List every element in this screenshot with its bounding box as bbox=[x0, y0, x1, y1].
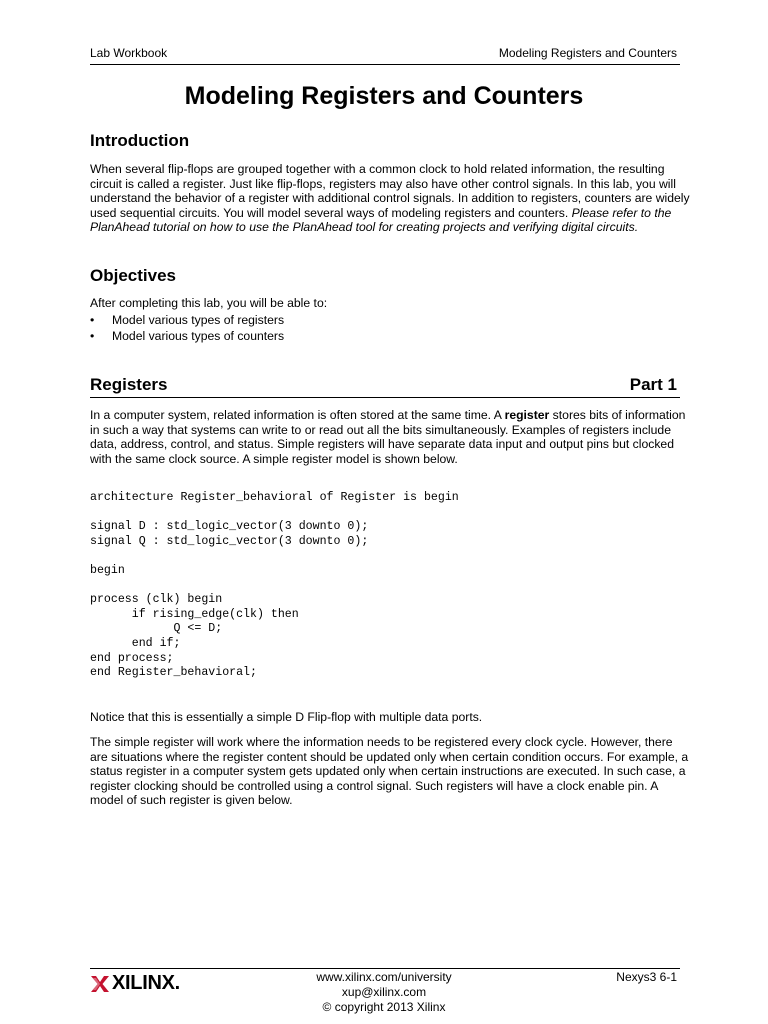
registers-paragraph-1 bbox=[90, 408, 692, 466]
introduction-heading: Introduction bbox=[90, 131, 190, 150]
registers-divider bbox=[90, 397, 680, 398]
footer-divider bbox=[90, 968, 680, 969]
registers-paragraph-2: Notice that this is essentially a simple D Flip-flop with multiple data ports. bbox=[90, 710, 483, 724]
registers-heading: Registers bbox=[90, 375, 168, 394]
registers-paragraph-3: The simple register will work where the information needs to be registered every clock cycle. However, there are situations where the register content should be updated only when certain condition occurs. For example, a status register in a computer system gets updated only when certain instructions are executed. In such case, a register clocking should be controlled using a control signal. Such registers will have a clock enable pin. A model of such register is given below. bbox=[90, 735, 689, 808]
introduction-paragraph bbox=[90, 162, 692, 235]
footer-url: www.xilinx.com/university bbox=[316, 970, 452, 984]
footer-copyright: © copyright 2013 Xilinx bbox=[322, 1000, 446, 1014]
page-number: Nexys3 6-1 bbox=[616, 970, 677, 984]
header-right-text: Modeling Registers and Counters bbox=[498, 46, 677, 60]
registers-text-after: stores bits of information in such a way that systems can write to or read out all the bits simultaneously. Examples of registers include data, address, control, and status. Simple registers will have separate data input and output pins but clocked with the same clock source. A simple register model is shown below. bbox=[90, 408, 686, 466]
objective-item: • Model various types of registers bbox=[90, 312, 284, 328]
footer-email: xup@xilinx.com bbox=[341, 985, 427, 999]
vhdl-code-block: architecture Register_behavioral of Register is begin signal D : std_logic_vector(3 downto 0); signal Q : std_logic_vector(3 downto 0); begin process (clk) begin if rising_edge(clk) then Q <= D; end if; end process; end Register_behavioral; bbox=[90, 491, 459, 680]
objective-item: • Model various types of counters bbox=[90, 328, 284, 344]
page-title: Modeling Registers and Counters bbox=[184, 82, 584, 110]
register-term: register bbox=[504, 408, 550, 422]
header-left-text: Lab Workbook bbox=[90, 46, 168, 60]
introduction-italic-note: Please refer to the PlanAhead tutorial on how to use the PlanAhead tool for creating projects and verifying digital circuits. bbox=[90, 205, 672, 235]
objectives-lead: After completing this lab, you will be able to: bbox=[90, 296, 328, 310]
objectives-heading: Objectives bbox=[90, 266, 176, 285]
registers-part-label: Part 1 bbox=[629, 375, 677, 394]
header-divider bbox=[90, 64, 680, 65]
registers-text-before: In a computer system, related information is often stored at the same time. A bbox=[90, 408, 505, 422]
objectives-list bbox=[90, 312, 284, 344]
xilinx-logo-text: XILINX. bbox=[112, 972, 180, 994]
introduction-text: When several flip-flops are grouped together with a common clock to hold related information, the resulting circuit is called a register. Just like flip-flops, registers may also have other control signals. In this lab, you will understand the behavior of a register with additional control signals. In addition to registers, counters are widely used sequential circuits. You will model several ways of modeling registers and counters. bbox=[90, 162, 690, 220]
